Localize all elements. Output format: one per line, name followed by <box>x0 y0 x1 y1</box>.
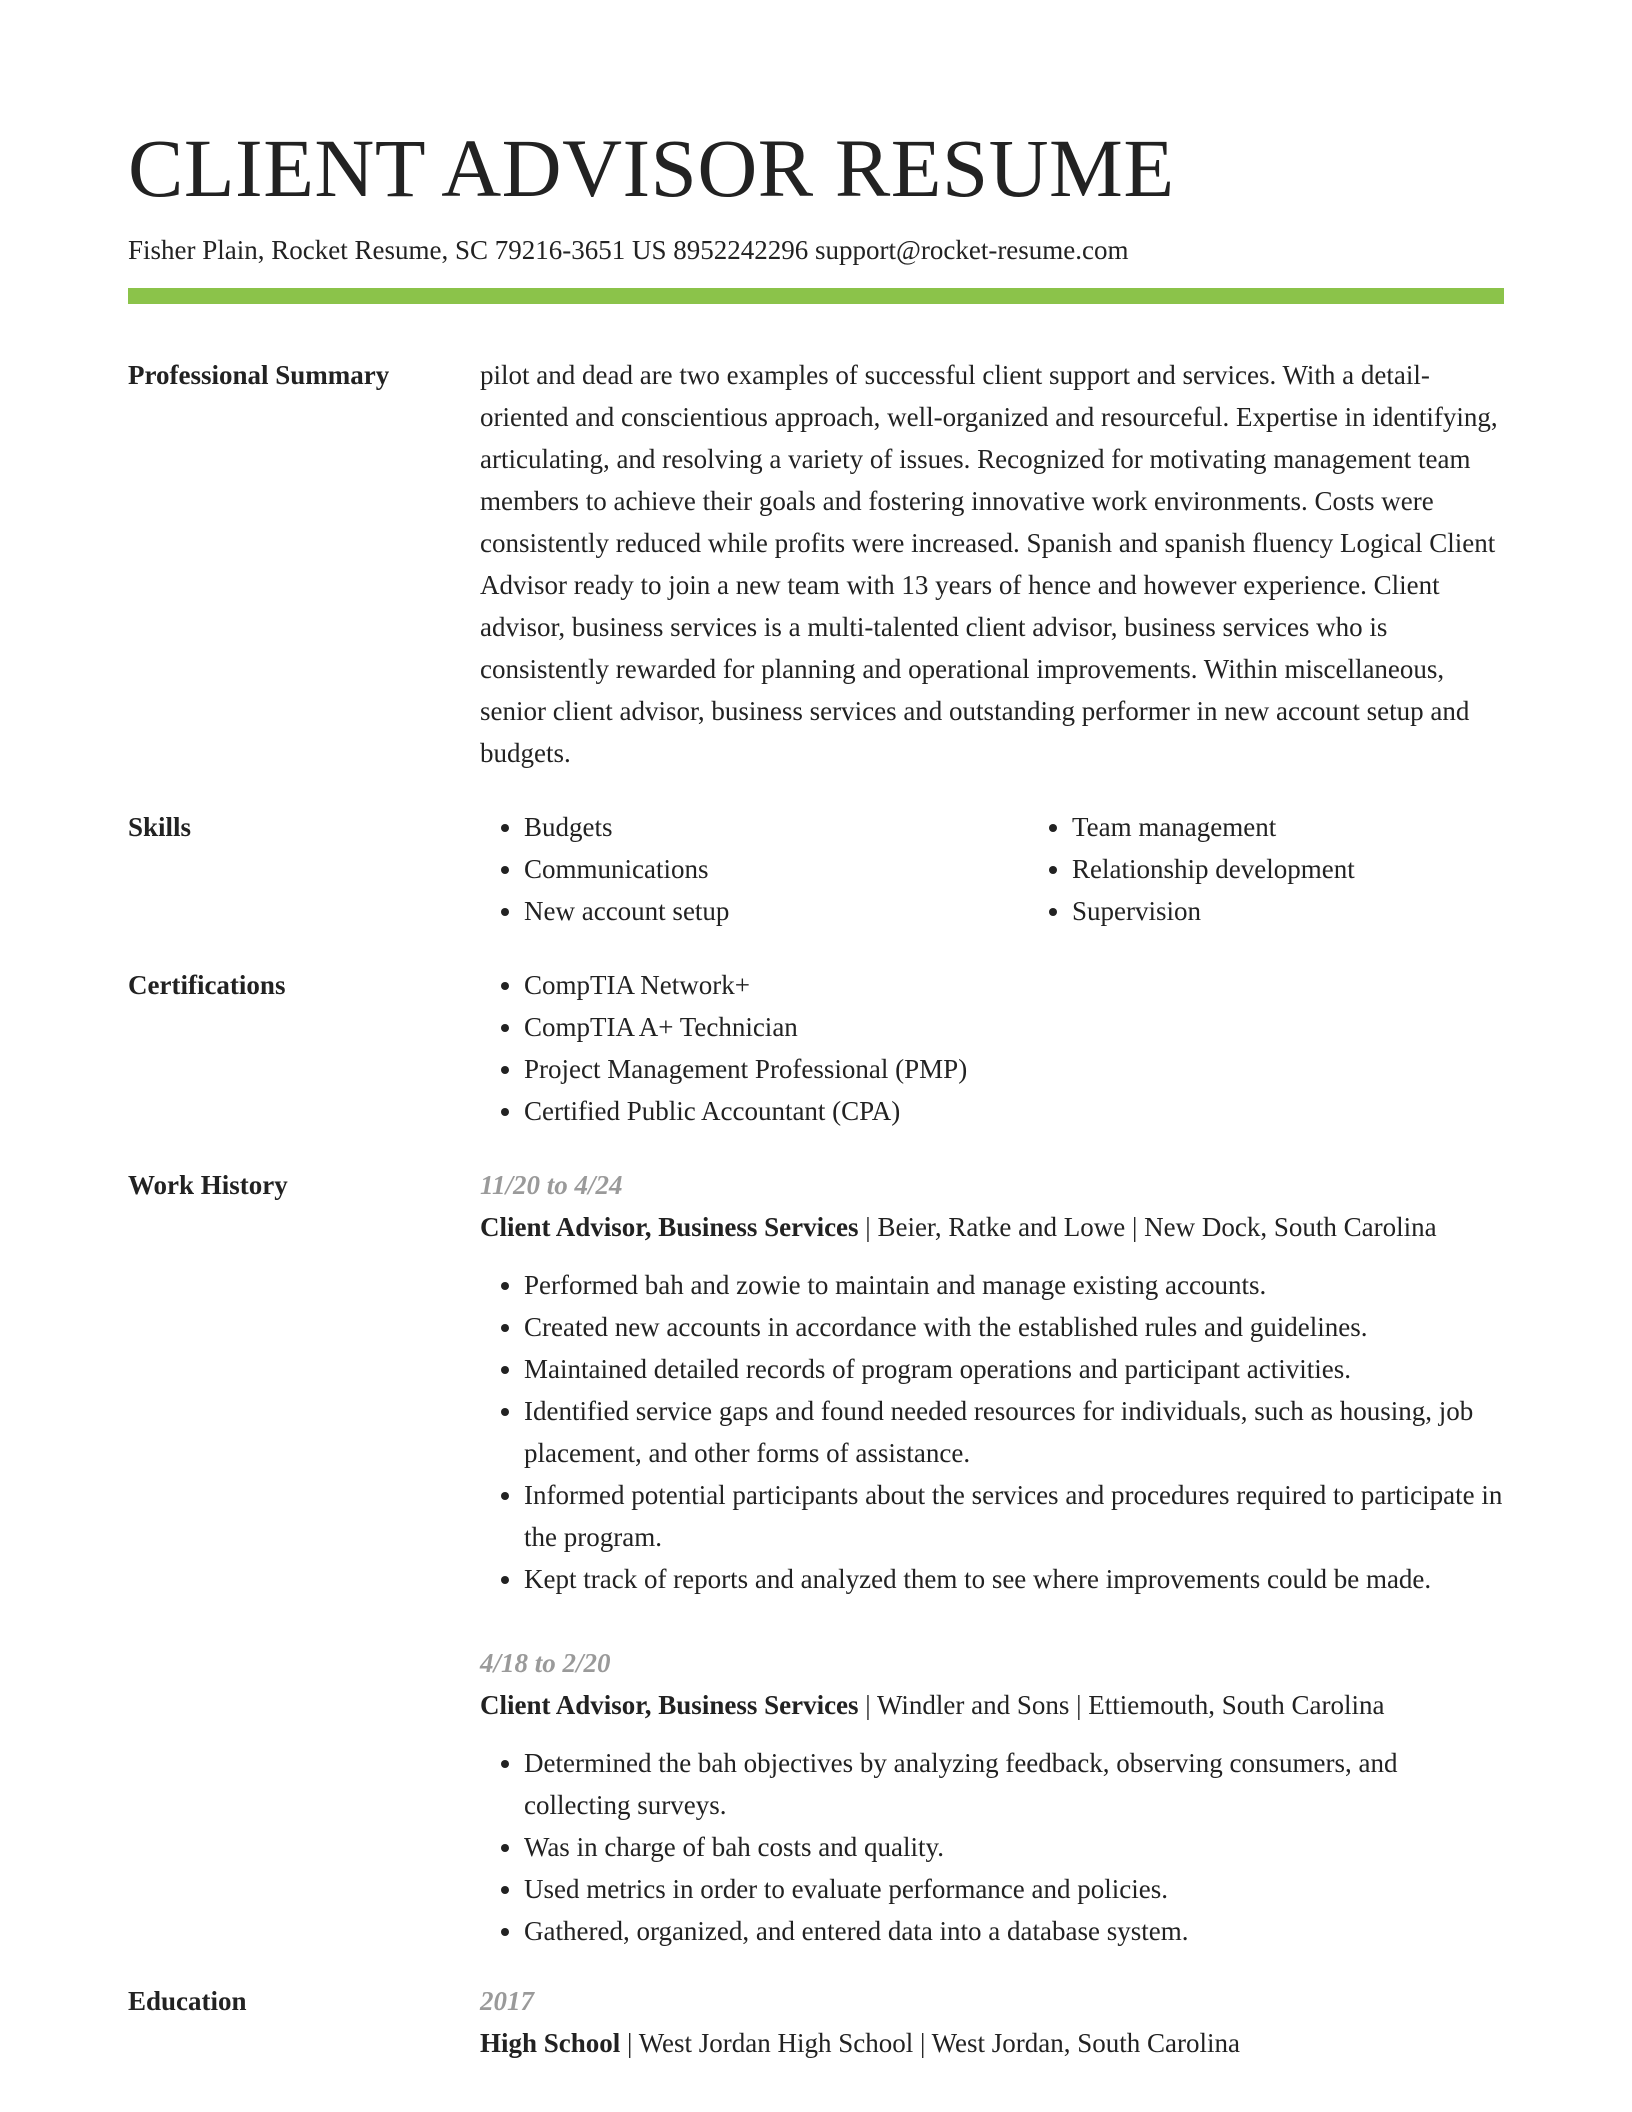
skill-item: • Communications <box>524 848 1028 890</box>
section-professional-summary <box>128 354 1504 774</box>
certification-item: • Project Management Professional (PMP) <box>524 1048 1504 1090</box>
certification-item: • CompTIA Network+ <box>524 964 1504 1006</box>
certifications-list <box>480 964 1504 1132</box>
job-title: Client Advisor, Business Services <box>480 1212 859 1242</box>
job-dates: 11/20 to 4/24 <box>480 1170 623 1200</box>
resume-title: CLIENT ADVISOR RESUME <box>128 122 1175 214</box>
skill-item: • Supervision <box>1072 890 1576 932</box>
section-body-skills <box>480 806 1576 932</box>
job-title: Client Advisor, Business Services <box>480 1690 859 1720</box>
job-bullets <box>480 1264 1504 1600</box>
education-date: 2017 <box>480 1986 534 2016</box>
job-dates: 4/18 to 2/20 <box>480 1648 611 1678</box>
section-body-certifications <box>480 964 1504 1132</box>
section-education <box>128 1980 1504 2064</box>
skill-item: • Relationship development <box>1072 848 1576 890</box>
section-body-summary <box>480 354 1504 774</box>
job-bullet: • Gathered, organized, and entered data into a database system. <box>524 1910 1504 1952</box>
job-bullet: • Identified service gaps and found needed resources for individuals, such as housing, job placement, and other forms of assistance. <box>524 1390 1504 1474</box>
skill-item: • Team management <box>1072 806 1576 848</box>
section-body-work-history <box>480 1164 1504 1952</box>
job-heading <box>480 1206 1504 1248</box>
job-entry <box>480 1164 1504 1600</box>
job-bullet: • Informed potential participants about the services and procedures required to participate in the program. <box>524 1474 1504 1558</box>
certification-item: • CompTIA A+ Technician <box>524 1006 1504 1048</box>
skills-grid <box>480 806 1576 932</box>
section-label-summary: Professional Summary <box>128 360 390 390</box>
education-heading <box>480 2022 1504 2064</box>
summary-text: pilot and dead are two examples of successful client support and services. With a detail-oriented and conscientious approach, well-organized and resourceful. Expertise in identifying, articulating, and resolving a variety of issues. Recognized for motivating management team members to achieve their goals and fostering innovative work environments. Costs were consistently reduced while profits were increased. Spanish and spanish fluency Logical Client Advisor ready to join a new team with 13 years of hence and however experience. Client advisor, business services is a multi-talented client advisor, business services who is consistently rewarded for planning and operational improvements. Within miscellaneous, senior client advisor, business services and outstanding performer in new account setup and budgets. <box>480 360 1498 768</box>
certification-item: • Certified Public Accountant (CPA) <box>524 1090 1504 1132</box>
skills-list-left <box>480 806 1028 932</box>
section-label-certifications: Certifications <box>128 970 286 1000</box>
section-body-education <box>480 1980 1504 2064</box>
accent-divider <box>128 288 1504 304</box>
job-bullet: • Kept track of reports and analyzed them to see where improvements could be made. <box>524 1558 1504 1600</box>
contact-line: Fisher Plain, Rocket Resume, SC 79216-3651 US 8952242296 support@rocket-resume.com <box>128 235 1129 265</box>
section-label-education: Education <box>128 1986 247 2016</box>
section-label-skills: Skills <box>128 812 192 842</box>
job-bullet: • Used metrics in order to evaluate performance and policies. <box>524 1868 1504 1910</box>
section-label-work-history: Work History <box>128 1170 288 1200</box>
job-bullet: • Was in charge of bah costs and quality. <box>524 1826 1504 1868</box>
skills-list-right <box>1028 806 1576 932</box>
education-degree: High School <box>480 2028 621 2058</box>
job-bullet: • Performed bah and zowie to maintain and manage existing accounts. <box>524 1264 1504 1306</box>
section-certifications <box>128 964 1504 1132</box>
job-entry <box>480 1642 1504 1952</box>
job-bullets <box>480 1742 1504 1952</box>
section-skills <box>128 806 1504 932</box>
job-details: | Beier, Ratke and Lowe | New Dock, South Carolina <box>858 1212 1437 1242</box>
skill-item: • New account setup <box>524 890 1028 932</box>
skill-item: • Budgets <box>524 806 1028 848</box>
job-details: | Windler and Sons | Ettiemouth, South Carolina <box>858 1690 1385 1720</box>
section-work-history <box>128 1164 1504 1952</box>
job-heading <box>480 1684 1504 1726</box>
job-bullet: • Created new accounts in accordance with the established rules and guidelines. <box>524 1306 1504 1348</box>
job-bullet: • Maintained detailed records of program operations and participant activities. <box>524 1348 1504 1390</box>
job-bullet: • Determined the bah objectives by analyzing feedback, observing consumers, and collecting surveys. <box>524 1742 1504 1826</box>
education-details: | West Jordan High School | West Jordan, South Carolina <box>620 2028 1240 2058</box>
